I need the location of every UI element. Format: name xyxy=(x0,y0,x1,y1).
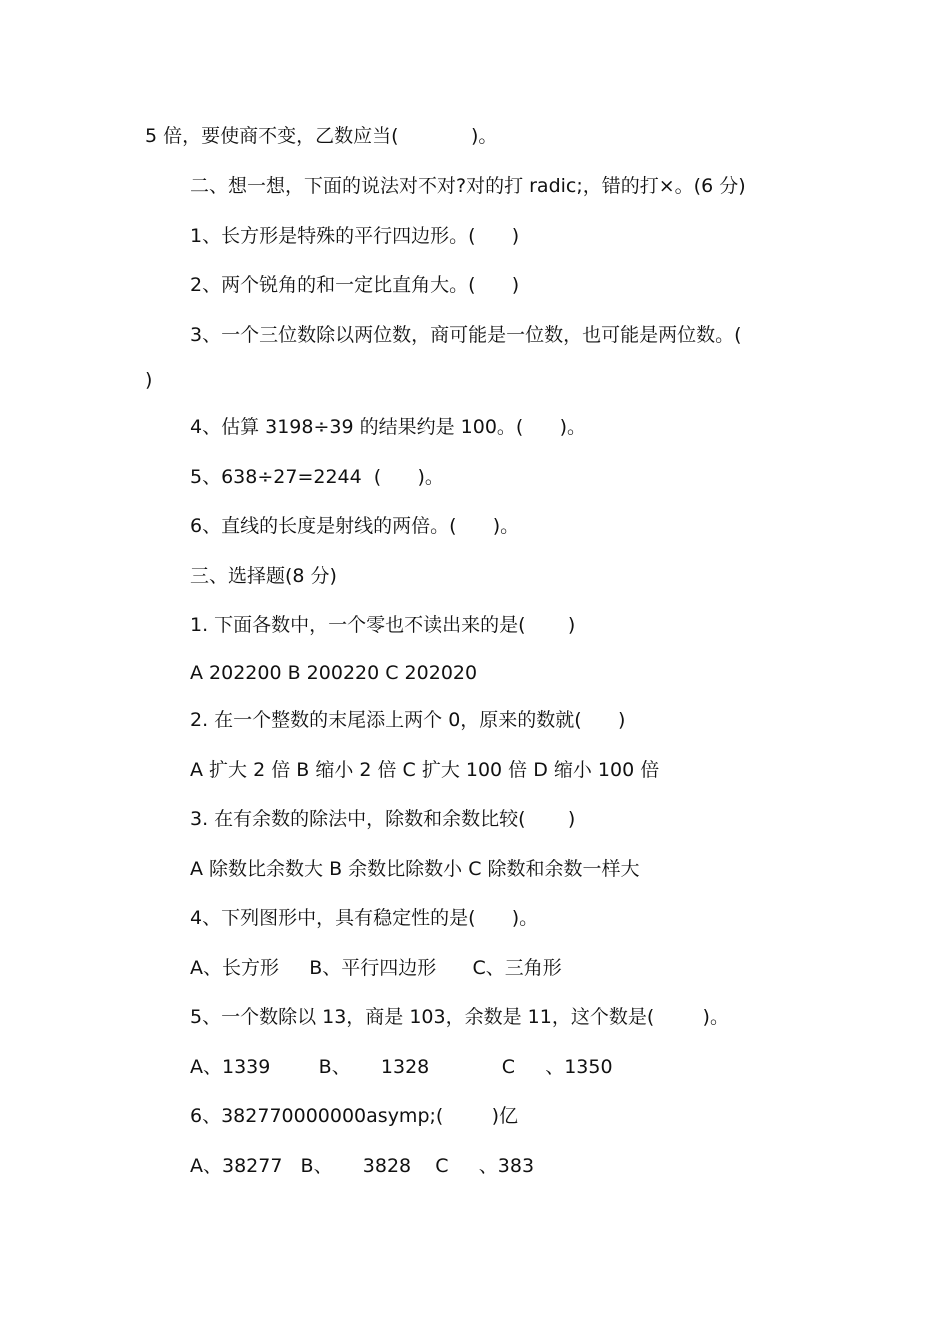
question-line: 1. 下面各数中，一个零也不读出来的是( ) xyxy=(190,614,576,636)
question-line: 6、382770000000asymp;( )亿 xyxy=(190,1105,519,1127)
question-line: 4、下列图形中，具有稳定性的是( )。 xyxy=(190,907,539,929)
question-line: 2. 在一个整数的末尾添上两个 0，原来的数就( ) xyxy=(190,709,626,731)
question-line: 4、估算 3198÷39 的结果约是 100。( )。 xyxy=(190,416,586,438)
question-line: 5、一个数除以 13，商是 103，余数是 11，这个数是( )。 xyxy=(190,1006,729,1028)
section-heading: 三、选择题(8 分) xyxy=(190,565,337,587)
question-line: 2、两个锐角的和一定比直角大。( ) xyxy=(190,274,520,296)
text-line: 5 倍，要使商不变，乙数应当( )。 xyxy=(145,125,498,147)
options-line: A、38277 B、 3828 C 、383 xyxy=(190,1155,535,1177)
question-line: 1、长方形是特殊的平行四边形。( ) xyxy=(190,225,520,247)
options-line: A 除数比余数大 B 余数比除数小 C 除数和余数一样大 xyxy=(190,858,640,880)
question-line: 5、638÷27=2244 ( )。 xyxy=(190,466,444,488)
question-line: 6、直线的长度是射线的两倍。( )。 xyxy=(190,515,520,537)
question-line: 3. 在有余数的除法中，除数和余数比较( ) xyxy=(190,808,576,830)
options-line: A、1339 B、 1328 C 、1350 xyxy=(190,1056,613,1078)
options-line: A 202200 B 200220 C 202020 xyxy=(190,662,478,684)
question-line: 3、一个三位数除以两位数，商可能是一位数，也可能是两位数。( xyxy=(190,324,742,346)
section-heading: 二、想一想，下面的说法对不对?对的打 radic;，错的打×。(6 分) xyxy=(190,175,746,197)
options-line: A 扩大 2 倍 B 缩小 2 倍 C 扩大 100 倍 D 缩小 100 倍 xyxy=(190,759,660,781)
options-line: A、长方形 B、平行四边形 C、三角形 xyxy=(190,957,562,979)
text-line: ) xyxy=(145,369,153,391)
